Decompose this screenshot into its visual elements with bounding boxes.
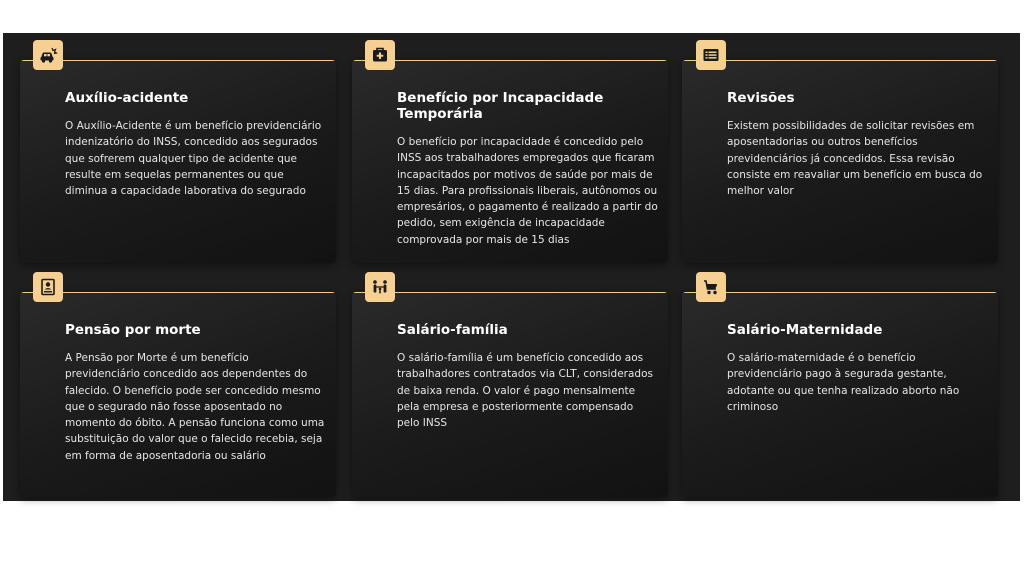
card-accent-line bbox=[20, 60, 336, 61]
card-title: Benefício por Incapacidade Temporária bbox=[397, 90, 604, 122]
benefit-card-revisoes[interactable] bbox=[682, 60, 998, 263]
benefit-card-salario-maternidade[interactable] bbox=[682, 292, 998, 497]
card-description: O salário-família é um benefício concedido aos trabalhadores contratados via CLT, considerados de baixa renda. O valor é pago mensalmente pela empresa e posteriormente compensado pelo INSS bbox=[397, 352, 653, 430]
card-accent-line bbox=[352, 292, 668, 293]
family-icon bbox=[365, 272, 395, 302]
card-title: Pensão por morte bbox=[65, 322, 201, 338]
card-description: O Auxílio-Acidente é um benefício previdenciário indenizatório do INSS, concedido aos segurados que sofrerem qualquer tipo de acidente que resulte em sequelas permanentes ou que diminua a capacidade laborativa do segurado bbox=[65, 120, 322, 198]
car-crash-icon bbox=[33, 40, 63, 70]
benefit-card-pensao-por-morte[interactable] bbox=[20, 292, 336, 497]
card-title: Revisões bbox=[727, 90, 795, 106]
card-description: O benefício por incapacidade é concedido pelo INSS aos trabalhadores empregados que ficaram incapacitados por motivos de saúde por mais de 15 dias. Para profissionais liberais, autônomos ou empresários, o pagamento é realizado a partir do pedido, sem exigência de incapacidade comprovada por mais de 15 dias bbox=[397, 136, 658, 246]
card-title: Auxílio-acidente bbox=[65, 90, 189, 106]
death-certificate-icon bbox=[33, 272, 63, 302]
benefit-card-auxilio-acidente[interactable] bbox=[20, 60, 336, 263]
benefit-card-incapacidade-temporaria[interactable] bbox=[352, 60, 668, 263]
baby-stroller-icon bbox=[696, 272, 726, 302]
card-description: O salário-maternidade é o benefício previdenciário pago à segurada gestante, adotante ou que tenha realizado aborto não criminoso bbox=[727, 352, 960, 413]
card-title: Salário-família bbox=[397, 322, 508, 338]
benefit-card-salario-familia[interactable] bbox=[352, 292, 668, 497]
card-description: Existem possibilidades de solicitar revisões em aposentadorias ou outros benefícios previdenciários já concedidos. Essa revisão consiste em reavaliar um benefício em busca do melhor valor bbox=[727, 120, 983, 198]
card-accent-line bbox=[682, 60, 998, 61]
card-title: Salário-Maternidade bbox=[727, 322, 883, 338]
card-accent-line bbox=[682, 292, 998, 293]
card-accent-line bbox=[352, 60, 668, 61]
document-list-icon bbox=[696, 40, 726, 70]
card-accent-line bbox=[20, 292, 336, 293]
card-description: A Pensão por Morte é um benefício previdenciário concedido aos dependentes do falecido. O benefício pode ser concedido mesmo que o segurado não fosse aposentado no momento do óbito. A pensão funciona como uma substituição do valor que o falecido recebia, seja em forma de aposentadoria ou salário bbox=[65, 352, 325, 462]
medical-kit-icon bbox=[365, 40, 395, 70]
